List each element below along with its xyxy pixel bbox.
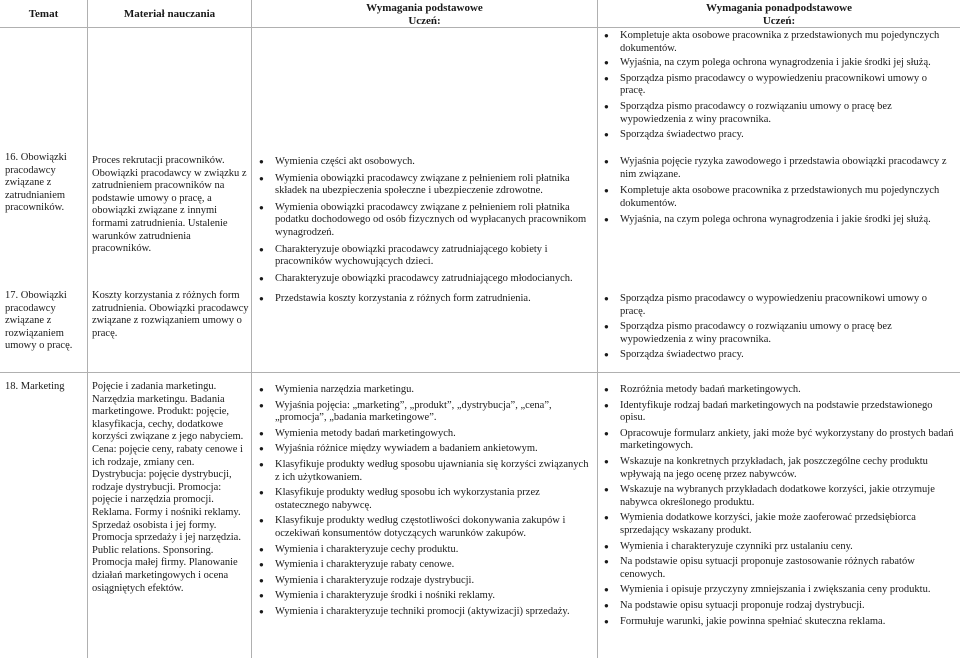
- list-item: ● Sporządza pismo pracodawcy o rozwiązaniu umowy o pracę bez wypowiedzenia z winy pracownika.: [620, 321, 954, 346]
- header-material: Materiał nauczania: [123, 8, 216, 20]
- list-item: ● Sporządza świadectwo pracy.: [620, 349, 954, 362]
- list-item: ● Wymienia i charakteryzuje rabaty cenowe.: [275, 559, 593, 572]
- list-item: ● Wyjaśnia, na czym polega ochrona wynagrodzenia i jakie środki jej służą.: [620, 214, 954, 227]
- list-item: ● Wymienia i charakteryzuje cechy produktu.: [275, 544, 593, 557]
- row16-temat: 16. Obowiązki pracodawcy związane z zatrudnianiem pracowników.: [5, 152, 67, 214]
- row17-podst-list: [275, 293, 593, 306]
- col1-border: [87, 0, 88, 658]
- header-podstawowe-sub: Uczeń:: [408, 15, 441, 27]
- list-item: ● Kompletuje akta osobowe pracownika z przedstawionych mu pojedynczych dokumentów.: [620, 30, 954, 55]
- list-item: ● Wymienia i charakteryzuje czynniki prz ustalaniu ceny.: [620, 541, 954, 554]
- list-item: ● Wyjaśnia pojęcia: „marketing”, „produkt”, „dystrybucja”, „cena”, „promocja”, „badania marketingowe”.: [275, 400, 593, 425]
- col2-border: [251, 0, 252, 658]
- list-item: ● Na podstawie opisu sytuacji proponuje rodzaj dystrybucji.: [620, 600, 954, 613]
- list-item: ● Kompletuje akta osobowe pracownika z przedstawionych mu pojedynczych dokumentów.: [620, 185, 954, 210]
- list-item: ● Wskazuje na konkretnych przykładach, jak poszczególne cechy produktu wpływają na jego ocenę przez nabywców.: [620, 456, 954, 481]
- row16-material: Proces rekrutacji pracowników. Obowiązki pracodawcy w związku z zatrudnieniem pracowników na podstawie umowy o pracę, a obowiązki związane z innymi formami zatrudnienia. Ustalenie warunków zatrudnienia pracowników.: [92, 155, 247, 255]
- row18-podst-list: [275, 384, 593, 619]
- list-item: ● Wymienia obowiązki pracodawcy związane z pełnieniem roli płatnika podatku dochodowego od osób fizycznych od wypłacanych pracownikom wynagrodzeń.: [275, 202, 593, 240]
- list-item: ● Wymienia dodatkowe korzyści, jakie może zaoferować przedsiębiorca sprzedający wskazany produkt.: [620, 512, 954, 537]
- header-ponadpodstawowe: [598, 2, 960, 28]
- list-item: ● Charakteryzuje obowiązki pracodawcy zatrudniającego kobiety i pracowników wychowujących dzieci.: [275, 244, 593, 269]
- list-item: ● Charakteryzuje obowiązki pracodawcy zatrudniającego młodocianych.: [275, 273, 593, 286]
- list-item: ● Identyfikuje rodzaj badań marketingowych na podstawie przedstawionego opisu.: [620, 400, 954, 425]
- list-item: ● Na podstawie opisu sytuacji proponuje zastosowanie różnych rabatów cenowych.: [620, 556, 954, 581]
- list-item: ● Wymienia narzędzia marketingu.: [275, 384, 593, 397]
- list-item: ● Wymienia części akt osobowych.: [275, 156, 593, 169]
- header-podstawowe-title: Wymagania podstawowe: [366, 2, 483, 14]
- top-ponad-list: [620, 30, 954, 142]
- list-item: ● Wymienia i charakteryzuje środki i nośniki reklamy.: [275, 590, 593, 603]
- list-item: ● Przedstawia koszty korzystania z różnych form zatrudnienia.: [275, 293, 593, 306]
- row17-material: Koszty korzystania z różnych form zatrudnienia. Obowiązki pracodawcy związane z rozwiązaniem umowy o pracę.: [92, 290, 249, 339]
- list-item: ● Sporządza pismo pracodawcy o wypowiedzeniu pracownikowi umowy o pracę.: [620, 293, 954, 318]
- row17-temat: 17. Obowiązki pracodawcy związane z rozwiązaniem umowy o pracę.: [5, 290, 73, 352]
- row18-material: Pojęcie i zadania marketingu. Narzędzia marketingu. Badania marketingowe. Produkt: pojęcie, klasyfikacja, cechy, dodatkowe korzyści związane z jego nabyciem. Cena: pojęcie ceny, rabaty cenowe i ich rodzaje, zmiany cen. Dystrybucja: pojęcie dystrybucji, rodzaje dystrybucji. Promocja: pojęcie i narzędzia promocji. Reklama. Formy i nośniki reklamy. Sprzedaż osobista i jej formy. Promocja sprzedaży i jej narzędzia. Public relations. Sponsoring. Promocja małej firmy. Planowanie działań marketingowych i ocena osiągniętych efektów.: [92, 381, 244, 594]
- list-item: ● Wyjaśnia różnice między wywiadem a badaniem ankietowym.: [275, 443, 593, 456]
- list-item: ● Klasyfikuje produkty według sposobu ich wykorzystania przez ostatecznego nabywcę.: [275, 487, 593, 512]
- row18-temat: 18. Marketing: [5, 381, 65, 392]
- row17-bottom-border: [0, 372, 960, 373]
- header-podstawowe: [252, 2, 597, 28]
- list-item: ● Rozróżnia metody badań marketingowych.: [620, 384, 954, 397]
- list-item: ● Wymienia i opisuje przyczyny zmniejszania i zwiększania ceny produktu.: [620, 584, 954, 597]
- list-item: ● Wymienia obowiązki pracodawcy związane z pełnieniem roli płatnika składek na ubezpieczenia społeczne i ubezpieczenie zdrowotne.: [275, 173, 593, 198]
- row17-ponad-list: [620, 293, 954, 362]
- list-item: ● Wymienia metody badań marketingowych.: [275, 428, 593, 441]
- list-item: ● Sporządza pismo pracodawcy o wypowiedzeniu pracownikowi umowy o pracę.: [620, 73, 954, 98]
- list-item: ● Wyjaśnia pojęcie ryzyka zawodowego i przedstawia obowiązki pracodawcy z nim związane.: [620, 156, 954, 181]
- header-ponadpodstawowe-title: Wymagania ponadpodstawowe: [706, 2, 852, 14]
- list-item: ● Formułuje warunki, jakie powinna spełniać skuteczna reklama.: [620, 616, 954, 629]
- row16-podst-list: [275, 156, 593, 285]
- list-item: ● Klasyfikuje produkty według sposobu ujawniania się korzyści związanych z ich użytkowaniem.: [275, 459, 593, 484]
- row18-ponad-list: [620, 384, 954, 628]
- list-item: ● Wyjaśnia, na czym polega ochrona wynagrodzenia i jakie środki jej służą.: [620, 57, 954, 70]
- list-item: ● Wymienia i charakteryzuje rodzaje dystrybucji.: [275, 575, 593, 588]
- list-item: ● Sporządza świadectwo pracy.: [620, 129, 954, 142]
- list-item: ● Opracowuje formularz ankiety, jaki może być wykorzystany do prostych badań marketingowych.: [620, 428, 954, 453]
- col3-border: [597, 0, 598, 658]
- row16-ponad-list: [620, 156, 954, 227]
- header-temat: Temat: [28, 8, 59, 20]
- header-ponadpodstawowe-sub: Uczeń:: [762, 15, 796, 27]
- list-item: ● Wskazuje na wybranych przykładach dodatkowe korzyści, jakie otrzymuje nabywca określonego produktu.: [620, 484, 954, 509]
- list-item: ● Klasyfikuje produkty według częstotliwości dokonywania zakupów i oczekiwań konsumentów dotyczących warunków zakupów.: [275, 515, 593, 540]
- list-item: ● Sporządza pismo pracodawcy o rozwiązaniu umowy o pracę bez wypowiedzenia z winy pracownika.: [620, 101, 954, 126]
- list-item: ● Wymienia i charakteryzuje techniki promocji (aktywizacji) sprzedaży.: [275, 606, 593, 619]
